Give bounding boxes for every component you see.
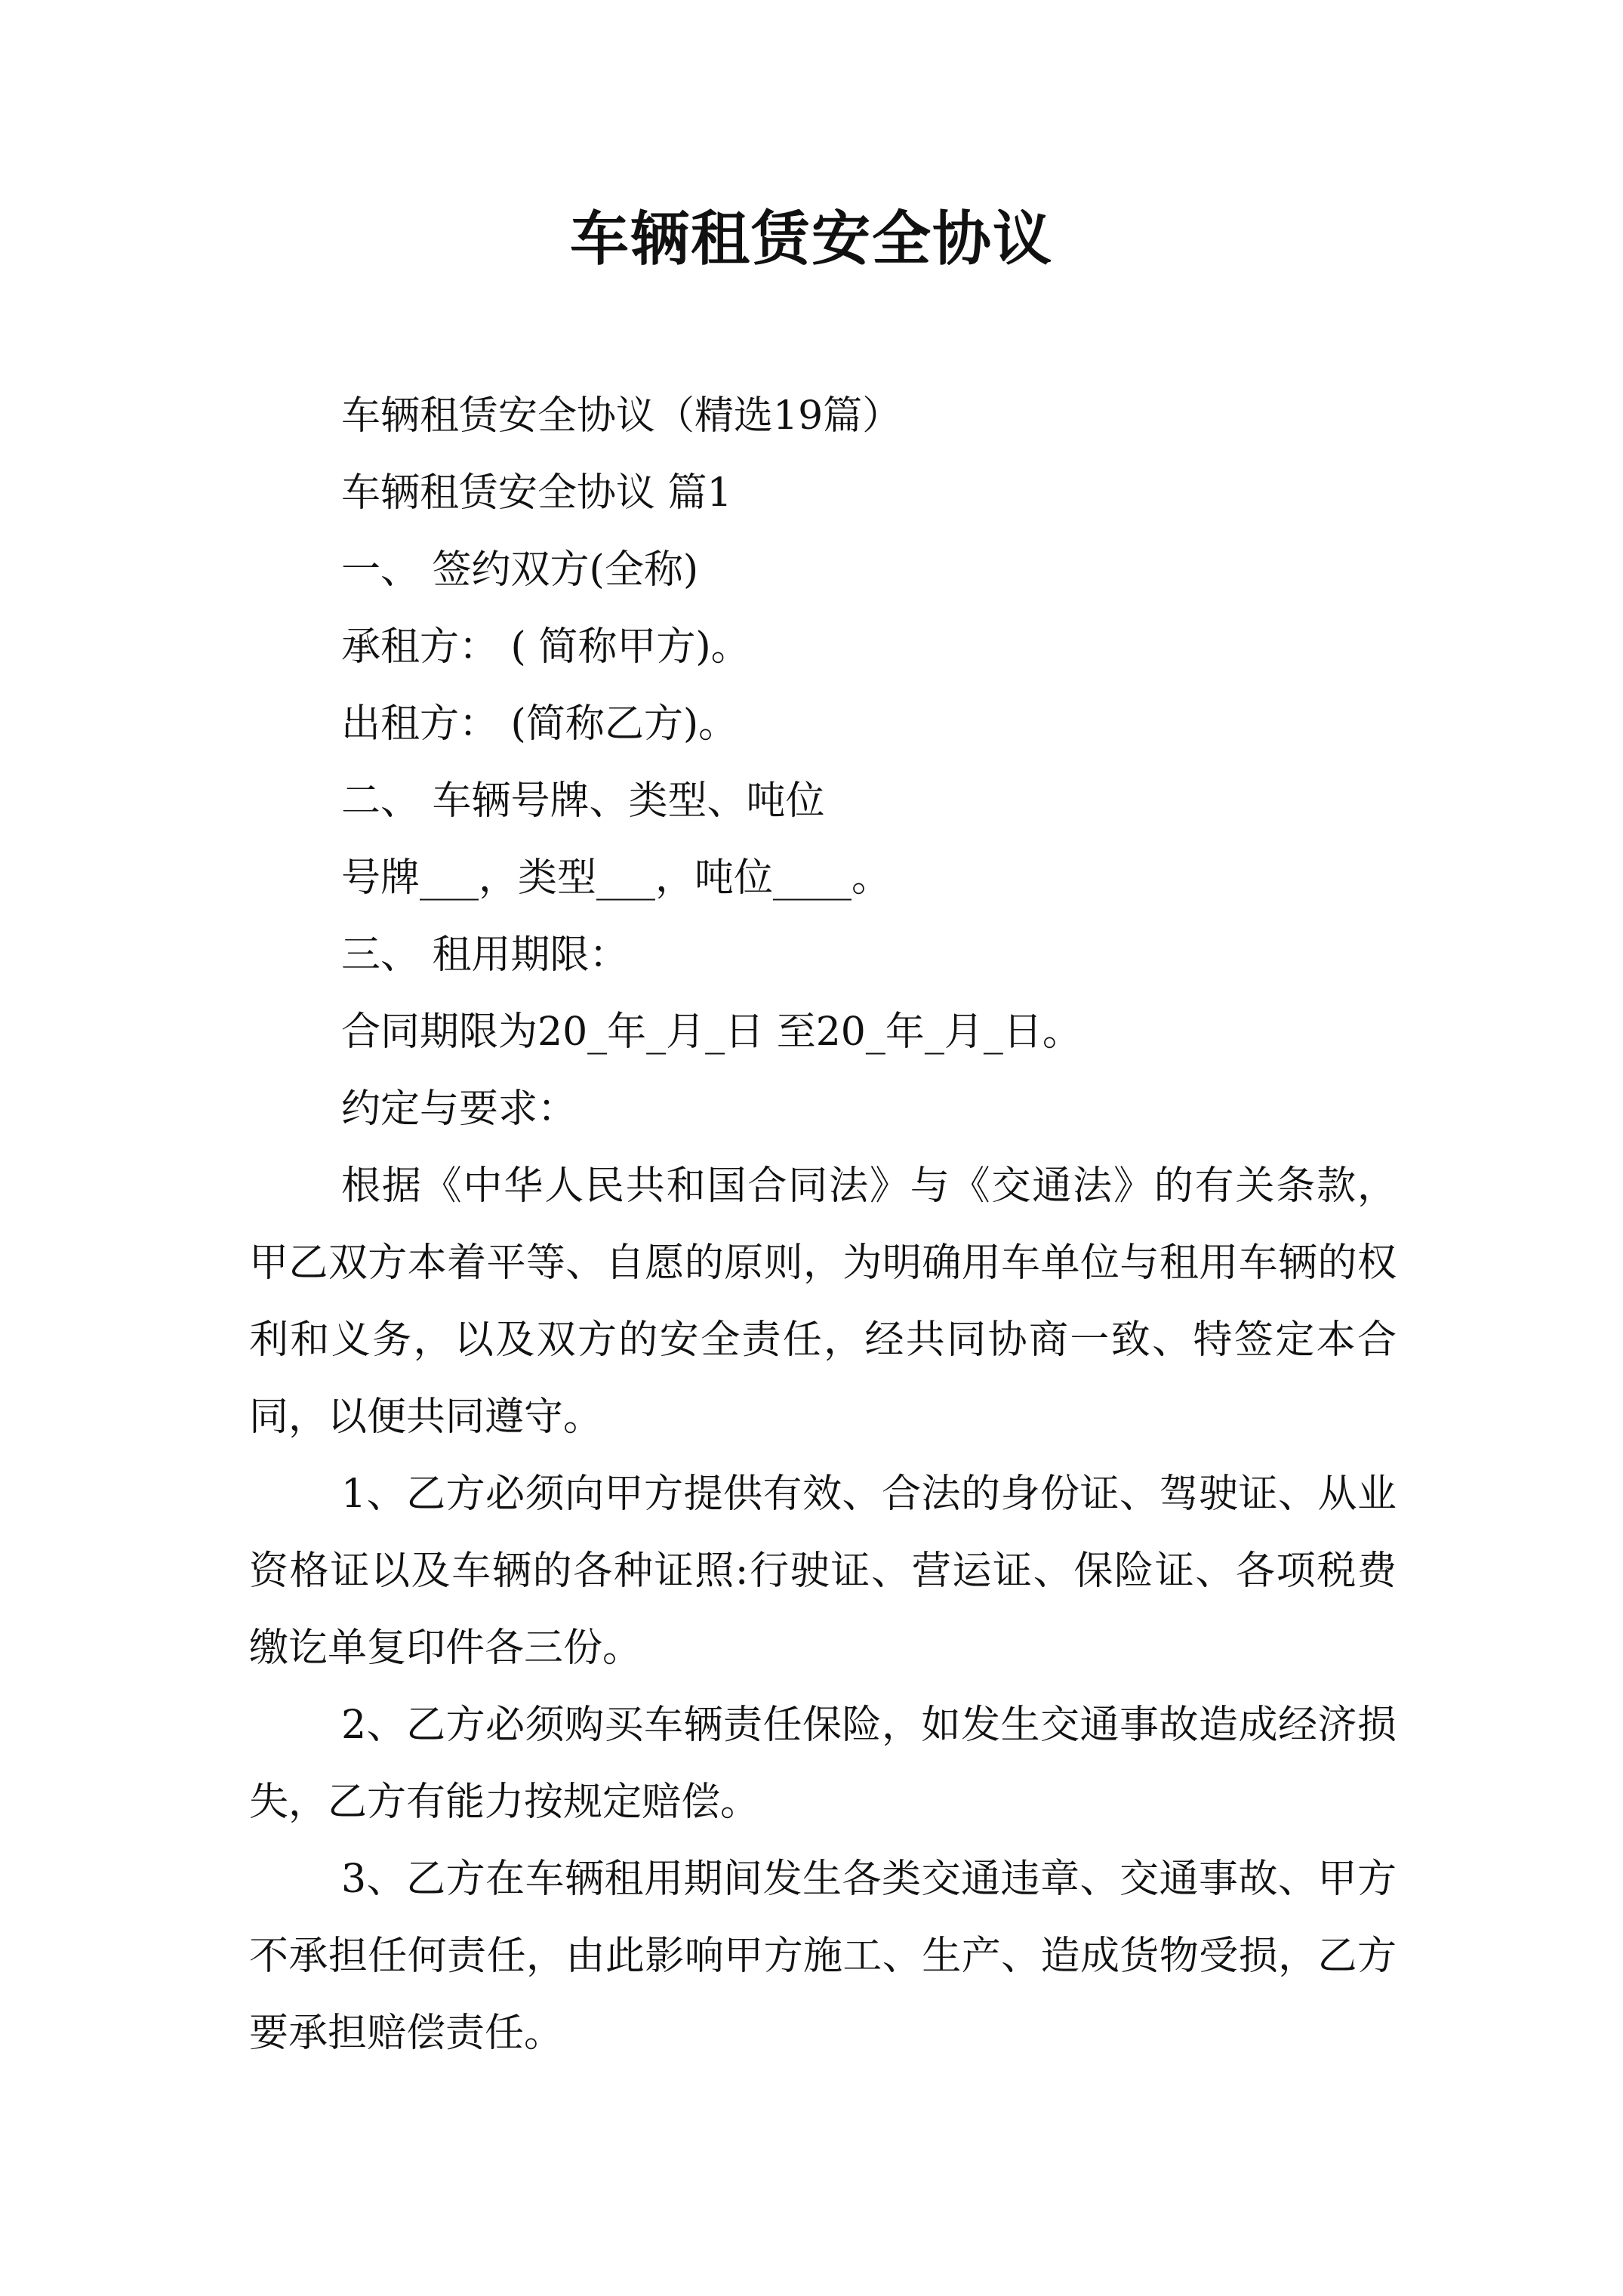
paragraph-basis: 根据《中华人民共和国合同法》与《交通法》的有关条款，甲乙双方本着平等、自愿的原则，为明确用车单位与租用车辆的权利和义务，以及双方的安全责任，经共同协商一致、特签定本合同，以便共同遵守。 — [249, 1163, 1397, 1440]
clause-heading-vehicle: 二、 车辆号牌、类型、吨位 — [341, 778, 825, 824]
paragraph-item-1: 1、乙方必须向甲方提供有效、合法的身份证、驾驶证、从业资格证以及车辆的各种证照:行驶证、营运证、保险证、各项税费缴讫单复印件各三份。 — [249, 1472, 1397, 1671]
requirements-heading: 约定与要求： — [341, 1086, 577, 1132]
paragraph-item-2: 2、乙方必须购买车辆责任保险，如发生交通事故造成经济损失，乙方有能力按规定赔偿。 — [249, 1703, 1397, 1825]
subtitle-line: 车辆租赁安全协议（精选19篇） — [341, 393, 902, 439]
lessee-line: 承租方： ( 简称甲方)。 — [341, 624, 750, 670]
clause-heading-parties: 一、 签约双方(全称) — [341, 547, 699, 593]
section-heading-line: 车辆租赁安全协议 篇1 — [341, 470, 732, 516]
contract-term-line: 合同期限为20_年_月_日 至20_年_月_日。 — [341, 1009, 1082, 1055]
document-body — [249, 378, 1397, 2072]
document-title: 车辆租赁安全协议 — [569, 205, 1053, 273]
clause-heading-term: 三、 租用期限： — [341, 932, 629, 978]
vehicle-details-line: 号牌___，类型___，吨位____。 — [341, 855, 892, 901]
paragraph-item-3: 3、乙方在车辆租用期间发生各类交通违章、交通事故、甲方不承担任何责任，由此影响甲方施工、生产、造成货物受损，乙方要承担赔偿责任。 — [249, 1857, 1397, 2056]
lessor-line: 出租方： (简称乙方)。 — [341, 701, 738, 747]
